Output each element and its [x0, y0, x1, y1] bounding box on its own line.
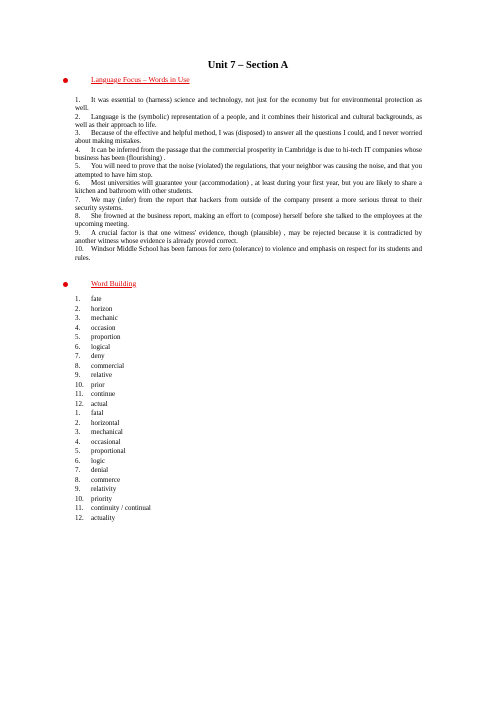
word-number: 10. [75, 494, 84, 503]
word-text: occasion [91, 323, 116, 332]
word-text: logic [91, 456, 105, 465]
word-building-item [75, 457, 151, 467]
word-building-item [75, 305, 151, 315]
word-building-item [75, 504, 151, 514]
sentence-item [75, 96, 422, 113]
word-text: actuality [91, 513, 116, 522]
sentence-list [75, 96, 422, 262]
sentence-item [75, 179, 422, 196]
sentence-item [75, 212, 422, 229]
sentence-number: 1. [75, 96, 81, 104]
word-number: 2. [75, 304, 81, 313]
sentence-number: 9. [75, 228, 81, 237]
word-number: 3. [75, 314, 81, 322]
sentence-number: 8. [75, 212, 81, 221]
word-text: mechanic [91, 314, 118, 322]
word-number: 11. [75, 504, 84, 512]
word-number: 3. [75, 428, 81, 436]
word-text: continuity / continual [91, 504, 151, 512]
word-text: horizon [91, 304, 113, 313]
section-heading-word-building: Word Building [91, 279, 137, 288]
sentence-number: 3. [75, 129, 81, 138]
sentence-item [75, 146, 422, 163]
word-building-item [75, 371, 151, 381]
sentence-text: Because of the effective and helpful method, I was (disposed) to answer all the questions I could, and I never worried about making mistakes. [75, 129, 422, 146]
word-text: proportional [91, 447, 126, 455]
word-number: 4. [75, 437, 81, 446]
word-building-item [75, 485, 151, 495]
sentence-text: Windsor Middle School has been famous for zero (tolerance) to violence and emphasis on respect for its students and rules. [75, 245, 422, 262]
bullet-icon [63, 78, 68, 83]
word-building-item [75, 466, 151, 476]
word-number: 9. [75, 485, 81, 493]
word-text: commercial [91, 361, 125, 370]
word-number: 5. [75, 447, 81, 455]
sentence-item [75, 129, 422, 146]
word-building-item [75, 495, 151, 505]
word-building-item [75, 381, 151, 391]
word-text: mechanical [91, 428, 123, 436]
sentence-text: It was essential to (harness) science and technology, not just for the economy but for environmental protection as well. [75, 96, 422, 113]
word-text: priority [91, 494, 112, 503]
word-text: logical [91, 342, 111, 351]
sentence-text: We may (infer) from the report that hackers from outside of the company present a more serious threat to their security systems. [75, 195, 422, 212]
bullet-icon [63, 282, 68, 287]
word-number: 6. [75, 342, 81, 351]
page-title: Unit 7 – Section A [207, 60, 289, 71]
sentence-number: 10. [75, 245, 84, 254]
word-building-item [75, 428, 151, 438]
word-number: 4. [75, 323, 81, 332]
sentence-number: 4. [75, 145, 81, 154]
word-text: denial [91, 466, 109, 474]
word-building-item [75, 476, 151, 486]
word-number: 11. [75, 390, 84, 398]
word-number: 5. [75, 333, 81, 341]
sentence-number: 6. [75, 178, 81, 187]
word-number: 7. [75, 466, 81, 474]
sentence-text: She frowned at the business report, making an effort to (compose) herself before she talked to the employees at the upcoming meeting. [75, 212, 422, 229]
word-building-item [75, 514, 151, 524]
word-number: 8. [75, 475, 81, 484]
sentence-text: You will need to prove that the noise (violated) the regulations, that your neighbor was causing the noise, and that you attempted to have him stop. [75, 162, 422, 179]
sentence-item [75, 229, 422, 246]
sentence-number: 7. [75, 195, 81, 204]
word-building-item [75, 314, 151, 324]
sentence-number: 2. [75, 112, 81, 121]
word-building-item [75, 390, 151, 400]
word-text: fate [91, 295, 102, 303]
word-building-item [75, 295, 151, 305]
word-building-item [75, 352, 151, 362]
word-text: deny [91, 352, 105, 360]
sentence-text: Most universities will guarantee your (accommodation) , at least during your first year, but you are likely to share a kitchen and bathroom with other students. [75, 178, 422, 196]
sentence-number: 5. [75, 162, 81, 171]
word-text: proportion [91, 333, 121, 341]
word-number: 8. [75, 361, 81, 370]
word-building-item [75, 362, 151, 372]
sentence-text: It can be inferred from the passage that the commercial prosperity in Cambridge is due to hi-tech IT companies whose business has been (flourishing) . [75, 145, 422, 163]
sentence-text: A crucial factor is that one witness' evidence, though (plausible) , may be rejected because it is contradicted by another witness whose evidence is already proved correct. [75, 228, 422, 246]
word-number: 1. [75, 409, 81, 417]
section-heading-language-focus: Language Focus – Words in Use [91, 75, 190, 84]
word-number: 2. [75, 418, 81, 427]
word-building-item [75, 324, 151, 334]
word-number: 9. [75, 371, 81, 379]
word-number: 12. [75, 513, 84, 522]
sentence-text: Language is the (symbolic) representation of a people, and it combines their historical and cultural backgrounds, as well as their approach to life. [75, 112, 422, 129]
word-building-item [75, 409, 151, 419]
word-building-item [75, 333, 151, 343]
word-text: commerce [91, 475, 121, 484]
sentence-item [75, 196, 422, 213]
word-number: 1. [75, 295, 81, 303]
word-text: relative [91, 371, 112, 379]
word-building-item [75, 343, 151, 353]
word-number: 12. [75, 399, 84, 408]
word-building-item [75, 400, 151, 410]
word-building-item [75, 419, 151, 429]
word-building-list [75, 295, 151, 523]
word-text: relativity [91, 485, 117, 493]
sentence-item [75, 245, 422, 262]
word-number: 7. [75, 352, 81, 360]
word-building-item [75, 447, 151, 457]
word-number: 6. [75, 456, 81, 465]
word-text: continue [91, 390, 116, 398]
word-text: prior [91, 380, 105, 389]
word-number: 10. [75, 380, 84, 389]
word-text: occasional [91, 437, 121, 446]
word-text: horizontal [91, 418, 120, 427]
word-text: fatal [91, 409, 104, 417]
sentence-item [75, 162, 422, 179]
word-text: actual [91, 399, 108, 408]
sentence-item [75, 113, 422, 130]
word-building-item [75, 438, 151, 448]
